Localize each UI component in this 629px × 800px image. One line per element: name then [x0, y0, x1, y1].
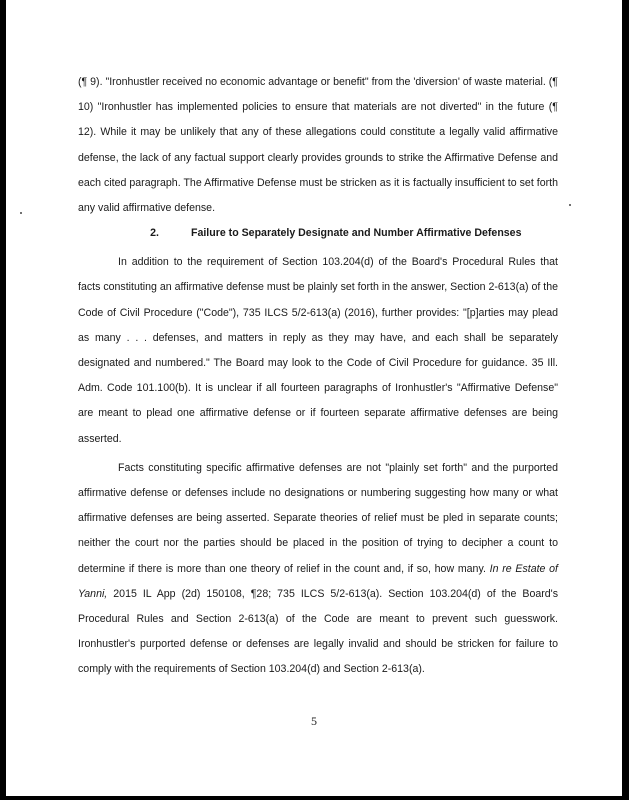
paragraph-text-part-2: 2015 IL App (2d) 150108, ¶28; 735 ILCS 5/2-613(a). Section 103.204(d) of the Board's Procedural Rules and Section 2-613(a) of the Code are meant to prevent such guesswork. Ironhustler's purported defense or defenses are legally invalid and should be stricken for failure to comply with the requirements of Section 103.204(d) and Section 2-613(a). [78, 587, 558, 676]
document-page [6, 0, 622, 796]
scan-speck [569, 204, 571, 206]
section-heading [78, 227, 558, 240]
heading-text: Failure to Separately Designate and Number Affirmative Defenses [191, 227, 522, 240]
paragraph-text-part-1: Facts constituting specific affirmative defenses are not "plainly set forth" and the purported affirmative defense or defenses include no designations or numbering suggesting how many or what affirmative defenses are being asserted. Separate theories of relief must be pled in separate counts; neither the court nor the parties should be placed in the position of trying to decipher a count to determine if there is more than one theory of relief in the count and, if so, how many. [78, 461, 558, 575]
case-citation: In re Estate of Yanni, [78, 562, 559, 600]
page-number: 5 [311, 714, 317, 728]
paragraph-section-2613: In addition to the requirement of Section 103.204(d) of the Board's Procedural Rules that facts constituting an affirmative defense must be plainly set forth in the answer, Section 2-613(a) of the Code of Civil Procedure ("Code"), 735 ILCS 5/2-613(a) (2016), further provides: "[p]arties may plead as many . . . defenses, and matters in reply as they may have, and each shall be separately designated and numbered." The Board may look to the Code of Civil Procedure for guidance. 35 Ill. Adm. Code 101.100(b). It is unclear if all fourteen paragraphs of Ironhustler's "Affirmative Defense" are meant to plead one affirmative defense or if fourteen separate affirmative defenses are being asserted. [78, 256, 558, 445]
paragraph-separate-theories [78, 456, 558, 683]
body-text [78, 70, 558, 683]
paragraph-continued: (¶ 9). "Ironhustler received no economic advantage or benefit" from the 'diversion' of waste material. (¶ 10) "Ironhustler has implemented policies to ensure that materials are not diverted" in the future (¶ 12). While it may be unlikely that any of these allegations could constitute a legally valid affirmative defense, the lack of any factual support clearly provides grounds to strike the Affirmative Defense and each cited paragraph. The Affirmative Defense must be stricken as it is factually insufficient to set forth any valid affirmative defense. [78, 76, 558, 215]
scan-speck [20, 212, 22, 214]
heading-number: 2. [150, 227, 159, 240]
